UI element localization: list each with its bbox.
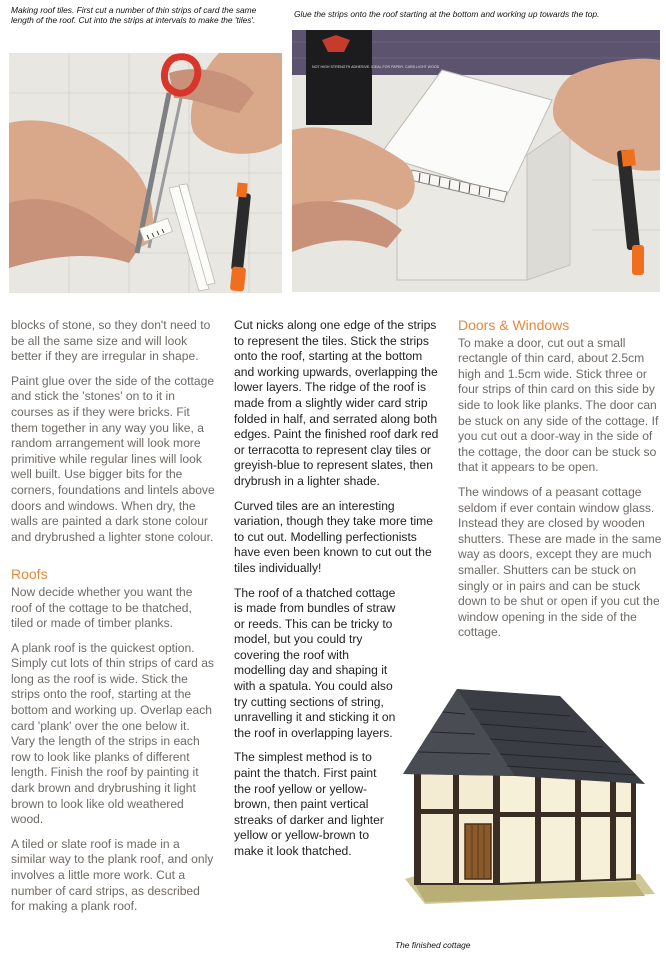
paragraph: To make a door, cut out a small rectangle of thin card, about 2.5cm high and 1.5cm wide. Stick three or four strips of thin card on this side by side to look like planks. The door can be stuck on any side of the cottage. If you cut out a door-way in the side of the cottage, the door can be stuck so that it appears to be open. — [458, 335, 659, 475]
paragraph: A plank roof is the quickest option. Simply cut lots of thin strips of card as long as the roof is wide. Stick the strips onto the roof, starting at the bottom and working up. Overlap each card 'plank' over the one below it. Vary the length of the strips in each row to look like planks of different length. Finish the roof by painting it dark brown and drybrushing it light brown to look like old weathered wood. — [11, 640, 214, 827]
paragraph: The windows of a peasant cottage seldom if ever contain window glass. Instead they are closed by wooden shutters. These are made in the same way as doors, except they are much smaller. Shutters can be stuck on singly or in pairs and can be stuck down to be shut or open if you cut the window opening in the side of the cottage. — [458, 484, 662, 640]
column-right — [458, 318, 662, 650]
paragraph: A tiled or slate roof is made in a similar way to the plank roof, and only involves a little more work. Cut a number of card strips, as described for making a plank roof. — [11, 836, 214, 914]
paragraph: Cut nicks along one edge of the strips to represent the tiles. Stick the strips onto the roof, starting at the bottom and working upwards, overlapping the lower layers. The ridge of the roof is made from a slightly wider card strip folded in half, and serrated along both edges. Paint the finished roof dark red or terracotta to represent clay tiles or greyish-blue to represent slates, then drybrush in a lighter shade. — [234, 318, 439, 488]
section-heading-roofs: Roofs — [11, 566, 48, 583]
column-left — [11, 318, 215, 924]
caption-finished-cottage: The finished cottage — [395, 940, 471, 950]
paragraph: The roof of a thatched cottage is made from bundles of straw or reeds. This can be tricky to model, but you could try covering the roof with modelling day and shaping it with a spatula. You could also try cutting sections of string, unravelling it and sticking it on the roof in overlapping layers. — [234, 585, 396, 740]
photo-cutting-strips — [9, 53, 282, 293]
paragraph: blocks of stone, so they don't need to be all the same size and will look better if they are irregular in shape. — [11, 318, 211, 364]
paragraph: Curved tiles are an interesting variation, though they take more time to cut out. Modelling perfectionists have even been known to cut out the tiles individually! — [234, 498, 433, 575]
photo-gluing-strips — [292, 30, 660, 292]
photo-finished-cottage — [395, 684, 663, 912]
paragraph: Now decide whether you want the roof of the cottage to be thatched, tiled or made of timber planks. — [11, 584, 193, 631]
glue-bottle-label: NOT HIGH STRENGTH ADHESIVE. IDEAL FOR PAPER. CARD LIGHT WOOD — [312, 65, 440, 69]
paragraph: Paint glue over the side of the cottage and stick the 'stones' on to it in courses as if they were bricks. Fit them together in any way you like, a random arrangement will look more primitive while regular lines will look well built. Use bigger bits for the corners, foundations and lintels above doors and windows. When dry, the walls are painted a dark stone colour and drybrushed a lighter stone colour. — [11, 373, 215, 544]
paragraph: The simplest method is to paint the thatch. First paint the roof yellow or yellow-brown, then paint vertical streaks of darker and lighter yellow or yellow-brown to make it look thatched. — [234, 750, 384, 858]
section-heading-doors-windows: Doors & Windows — [458, 317, 570, 333]
caption-making-roof-tiles: Making roof tiles. First cut a number of thin strips of card the same length of the roof. Cut into the strips at intervals to make the 'tiles'. — [11, 5, 257, 25]
caption-glue-strips: Glue the strips onto the roof starting at the bottom and working up towards the top. — [294, 9, 600, 19]
